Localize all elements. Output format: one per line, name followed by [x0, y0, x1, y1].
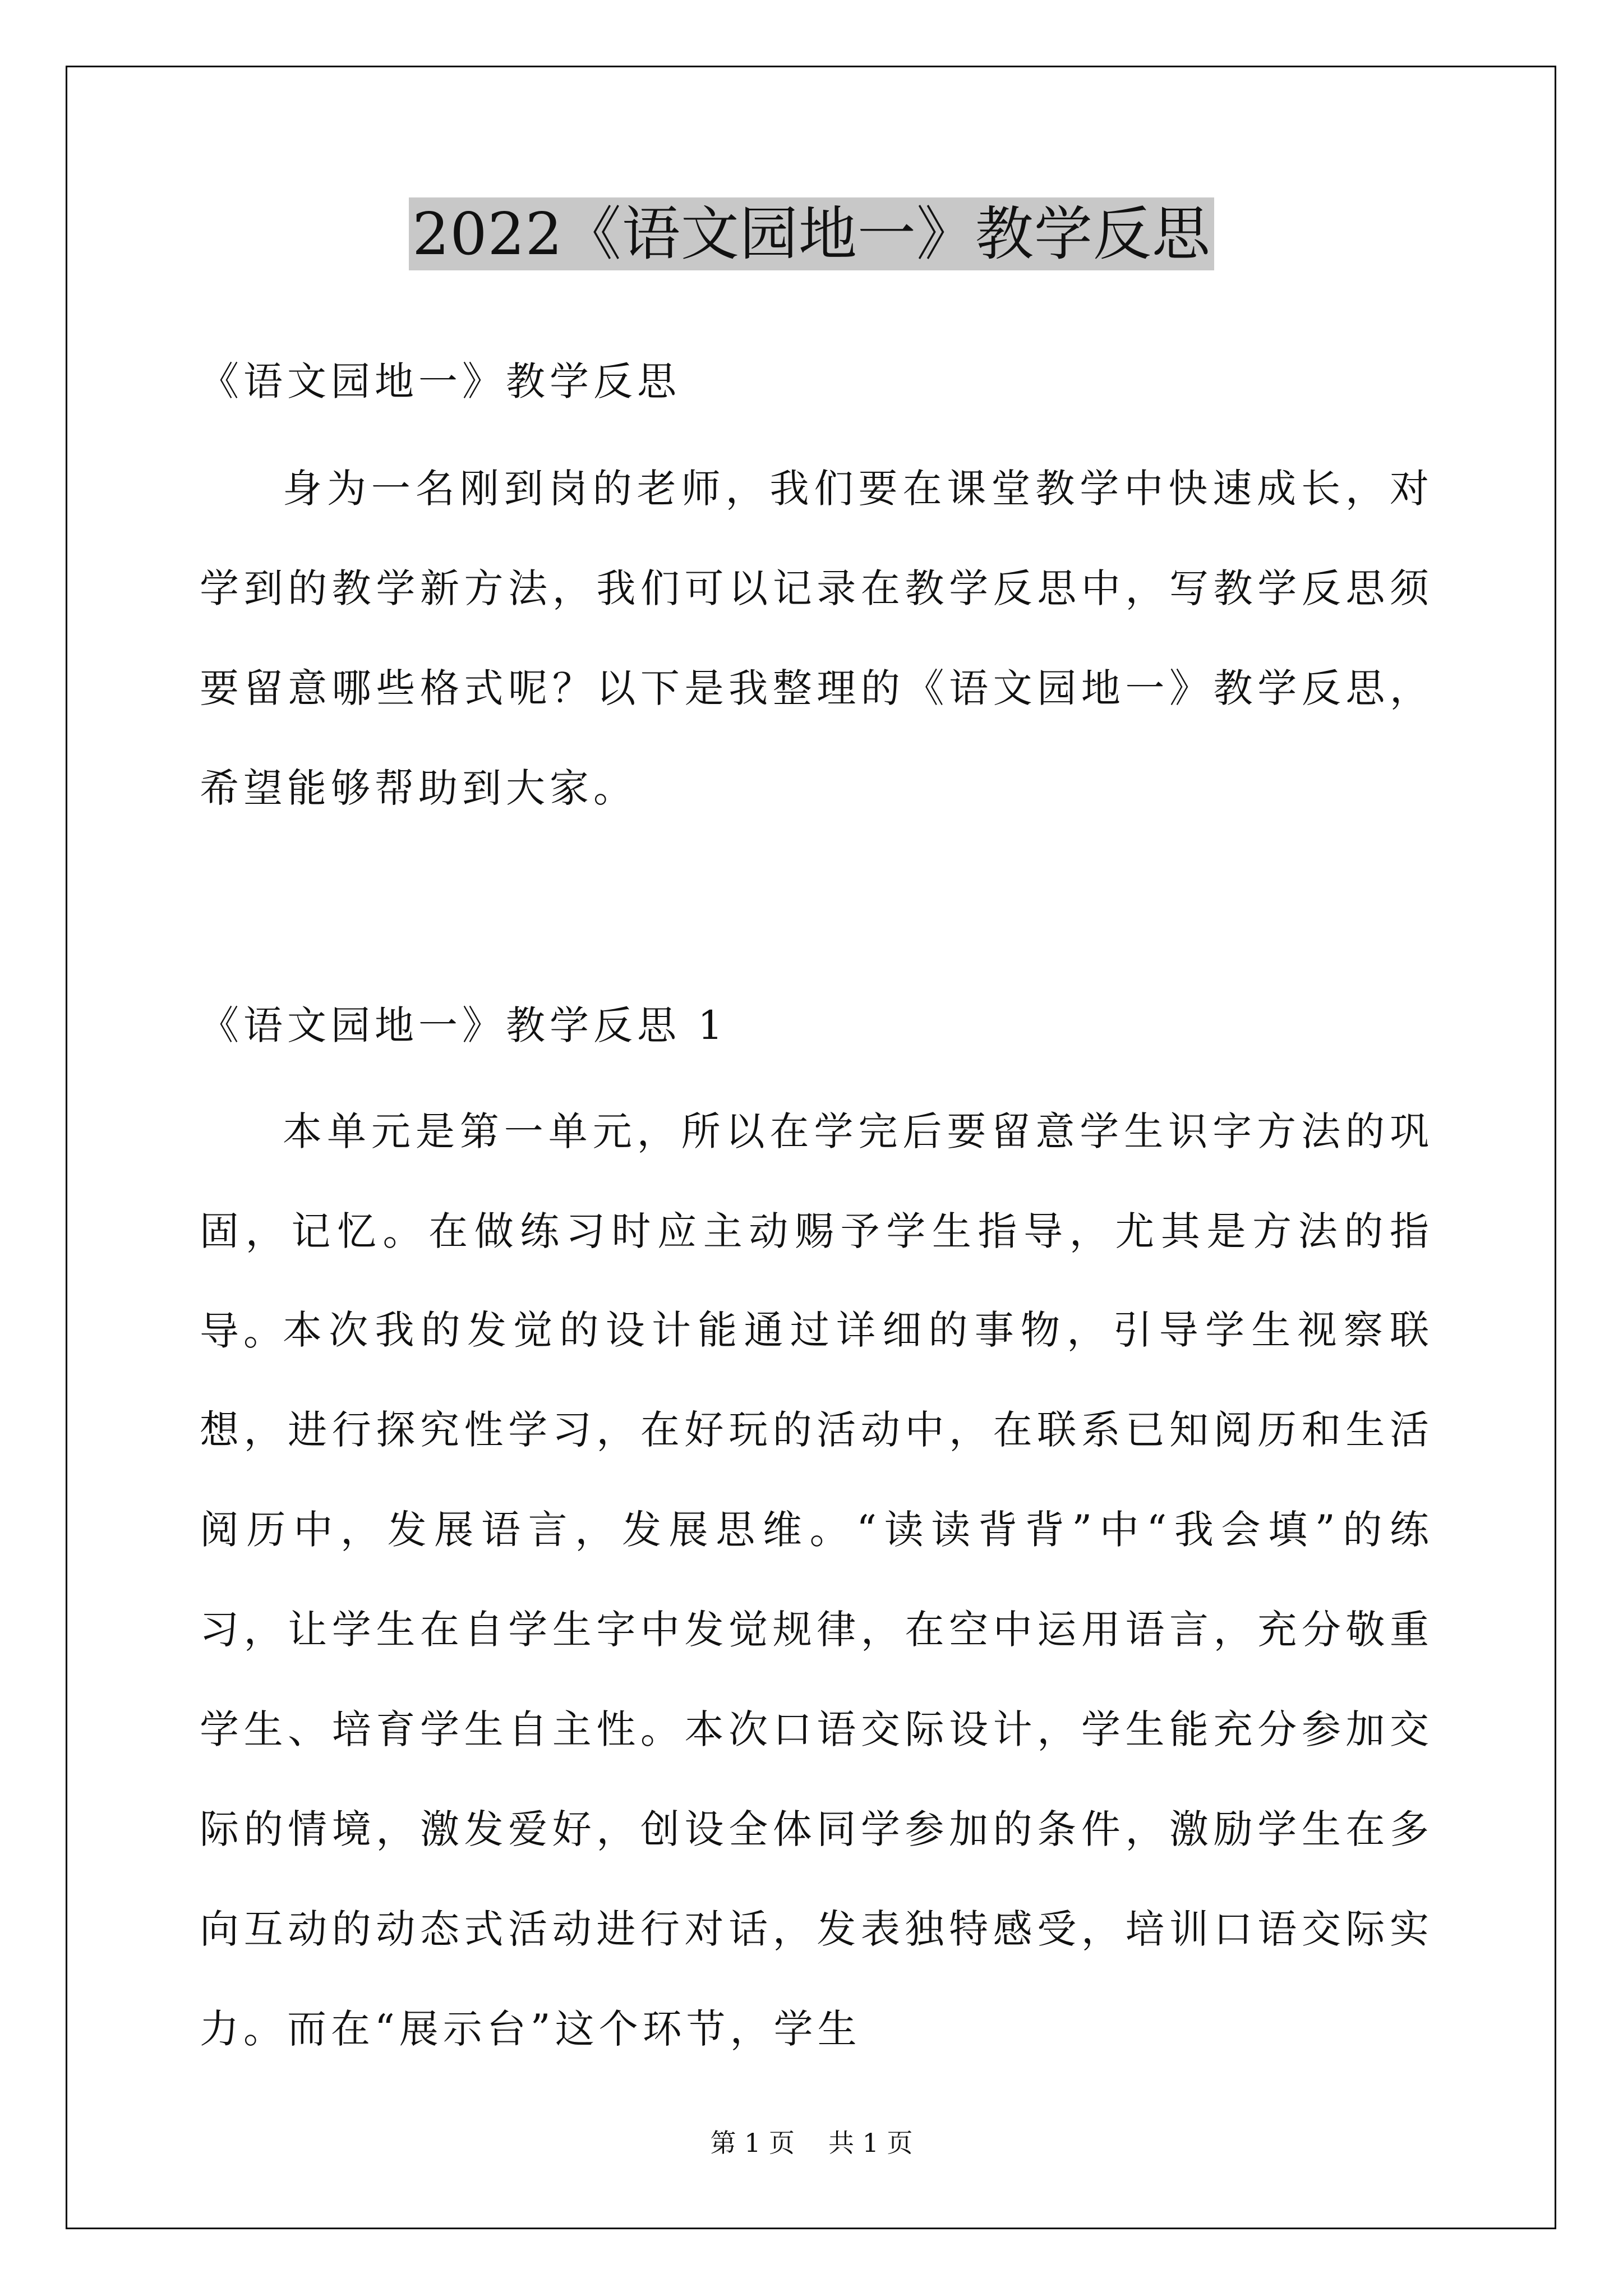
page-total: 共 1 页: [828, 2128, 913, 2158]
section-heading: 《语文园地一》教学反思 1: [200, 1002, 727, 1048]
page-number: 第 1 页: [710, 2128, 795, 2158]
body-paragraph-2: 本次我的发觉的设计能通过详细的事物，引导学生视察联想，进行探究性学习，在好玩的活动中，在联系已知阅历和生活阅历中，发展语言，发展思维。“读读背背”中“我会填”的练习，让学生在自学生字中发觉规律，在空中运用语言，充分敬重学生、培育学生自主性。本次口语交际设计，学生能充分参加交际的情境，激发爱好，创设全体同学参加的条件，激励学生在多向互动的动态式活动进行对话，发表独特感受，培训口语交际实力。而在“展示台”这个环节，学生: [200, 1307, 1433, 2052]
intro-paragraph: 身为一名刚到岗的老师，我们要在课堂教学中快速成长，对学到的教学新方法，我们可以记录在教学反思中，写教学反思须要留意哪些格式呢？以下是我整理的《语文园地一》教学反思，希望能够帮助到大家。: [200, 466, 1433, 811]
body-paragraph-1: 本单元是第一单元，所以在学完后要留意学生识字方法的巩固，记忆。在做练习时应主动赐予学生指导，尤其是方法的指导。: [200, 1108, 1433, 1354]
page-footer: [0, 2126, 1623, 2160]
document-title-text: 2022《语文园地一》教学反思: [409, 197, 1214, 270]
document-subtitle: 《语文园地一》教学反思: [200, 358, 681, 404]
document-title: [0, 197, 1623, 270]
